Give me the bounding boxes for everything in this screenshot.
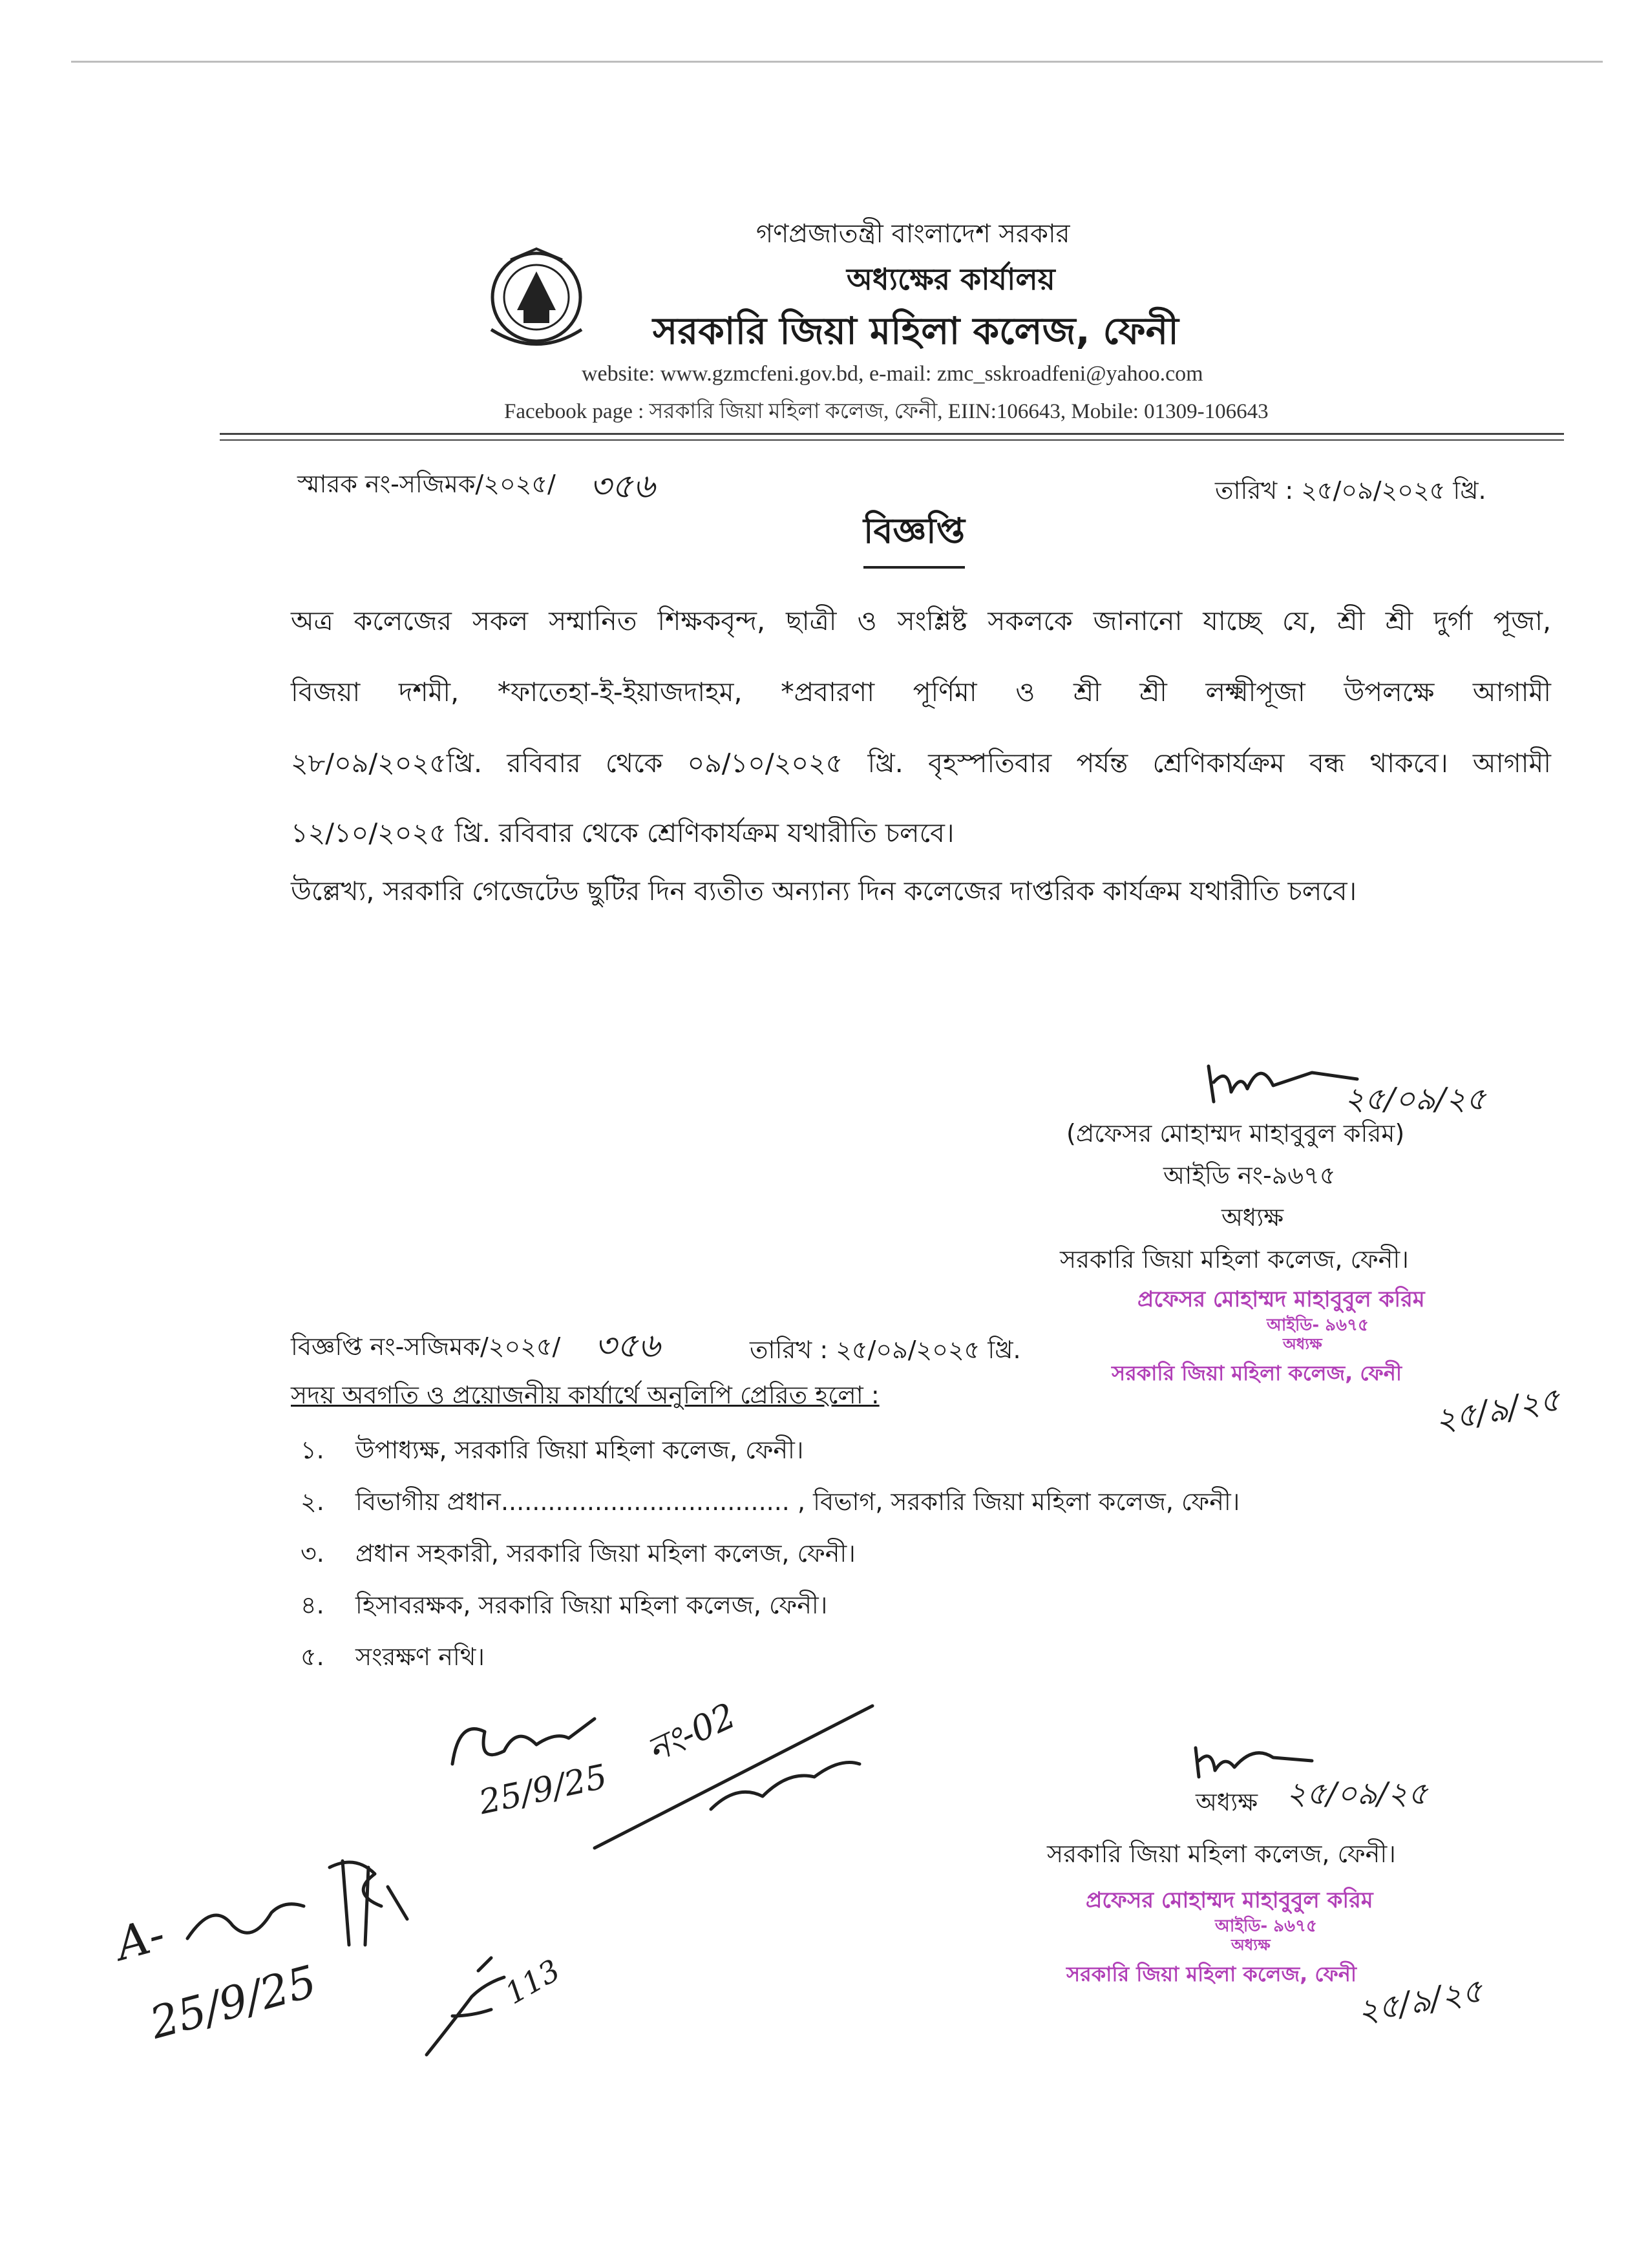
principal-signature-date: ২৫/০৯/২৫ [1344, 1081, 1486, 1117]
signatory-designation: অধ্যক্ষ [1221, 1203, 1284, 1232]
notice-note: উল্লেখ্য, সরকারি গেজেটেড ছুটির দিন ব্যতীত অন্যান্য দিন কলেজের দাপ্তরিক কার্যক্রম যথারীতি চলবে। [291, 876, 1357, 907]
seal-lower-designation: অধ্যক্ষ [1231, 1936, 1271, 1954]
notice-body-line-3: ২৮/০৯/২০২৫খ্রি. রবিবার থেকে ০৯/১০/২০২৫ খ্রি. বৃহস্পতিবার পর্যন্ত শ্রেণিকার্যক্রম বন্ধ থাকবে। আগামী [291, 748, 1551, 779]
copy-item-1-text: উপাধ্যক্ষ, সরকারি জিয়া মহিলা কলেজ, ফেনী। [355, 1436, 804, 1464]
copy-item-4-number: ৪. [301, 1591, 324, 1619]
copy-memo-label: বিজ্ঞপ্তি নং-সজিমক/২০২৫/ [291, 1332, 561, 1361]
college-name: সরকারি জিয়া মহিলা কলেজ, ফেনী [653, 309, 1179, 353]
copy-item-2-text: বিভাগীয় প্রধান..................................... , বিভাগ, সরকারি জিয়া মহিলা কলেজ, ফেনী। [355, 1487, 1240, 1516]
office-name: অধ্যক্ষের কার্যালয় [847, 262, 1055, 297]
copy-intro: সদয় অবগতি ও প্রয়োজনীয় কার্যার্থে অনুলিপি প্রেরিত হলো : [291, 1381, 880, 1409]
receipt-signature-c [582, 1693, 892, 1861]
copy-item-1-number: ১. [301, 1436, 324, 1464]
seal-name: প্রফেসর মোহাম্মদ মাহাবুবুল করিম [1137, 1286, 1425, 1312]
copy-signatory-designation: অধ্যক্ষ [1196, 1788, 1258, 1816]
seal-id: আইডি- ৯৬৭৫ [1267, 1316, 1369, 1335]
signatory-institution: সরকারি জিয়া মহিলা কলেজ, ফেনী। [1060, 1245, 1409, 1274]
receipt-note-a-date: 25/9/25 [475, 1757, 611, 1823]
receipt-note-c: 113 [499, 1952, 566, 2011]
copy-signature-date: ২৫/০৯/২৫ [1286, 1776, 1428, 1812]
seal-lower-name: প্রফেসর মোহাম্মদ মাহাবুবুল করিম [1086, 1887, 1373, 1913]
contact-website-email: website: www.gzmcfeni.gov.bd, e-mail: zmc_sskroadfeni@yahoo.com [582, 362, 1203, 386]
government-name: গণপ্রজাতন্ত্রী বাংলাদেশ সরকার [756, 219, 1070, 249]
seal-lower-id: আইডি- ৯৬৭৫ [1215, 1916, 1317, 1936]
seal-institution: সরকারি জিয়া মহিলা কলেজ, ফেনী [1112, 1361, 1402, 1385]
copy-item-5-text: সংরক্ষণ নথি। [355, 1643, 485, 1671]
receipt-signature-d [414, 1945, 530, 2068]
seal-handwritten-date: ২৫/৯/২৫ [1431, 1380, 1563, 1440]
signatory-name: (প্রফেসর মোহাম্মদ মাহাবুবুল করিম) [1066, 1119, 1405, 1148]
copy-item-4-text: হিসাবরক্ষক, সরকারি জিয়া মহিলা কলেজ, ফেনী। [355, 1591, 828, 1619]
seal-lower-institution: সরকারি জিয়া মহিলা কলেজ, ফেনী [1066, 1962, 1357, 1986]
notice-body-line-1: অত্র কলেজের সকল সম্মানিত শিক্ষকবৃন্দ, ছাত্রী ও সংশ্লিষ্ট সকলকে জানানো যাচ্ছে যে, শ্রী শ্রী দুর্গা পূজা, [291, 605, 1551, 636]
copy-signatory-institution: সরকারি জিয়া মহিলা কলেজ, ফেনী। [1047, 1840, 1396, 1868]
receipt-note-b: নং-02 [640, 1695, 742, 1771]
receipt-signature-b [304, 1848, 414, 1958]
copy-date: তারিখ : ২৫/০৯/২০২৫ খ্রি. [750, 1336, 1021, 1364]
receipt-note-e-date: 25/9/25 [145, 1956, 322, 2050]
college-logo-emblem [478, 246, 595, 355]
top-border-line [71, 61, 1603, 63]
memo-number-label: স্মারক নং-সজিমক/২০২৫/ [297, 470, 556, 498]
seal-lower-handwritten-date: ২৫/৯/২৫ [1354, 1971, 1486, 2031]
copy-memo-number-handwritten: ৩৫৬ [595, 1327, 660, 1365]
notice-body-line-4: ১২/১০/২০২৫ খ্রি. রবিবার থেকে শ্রেণিকার্যক্রম যথারীতি চলবে। [291, 817, 955, 848]
memo-number-handwritten: ৩৫৬ [589, 467, 655, 506]
notice-title: বিজ্ঞপ্তি [863, 504, 965, 569]
notice-body-line-2: বিজয়া দশমী, *ফাতেহা-ই-ইয়াজদাহম, *প্রবারণা পূর্ণিমা ও শ্রী শ্রী লক্ষ্মীপূজা উপলক্ষে আগামী [291, 677, 1551, 708]
notice-date: তারিখ : ২৫/০৯/২০২৫ খ্রি. [1215, 476, 1486, 505]
header-rule-bottom [220, 439, 1564, 441]
copy-item-3-text: প্রধান সহকারী, সরকারি জিয়া মহিলা কলেজ, ফেনী। [355, 1539, 856, 1568]
copy-item-3-number: ৩. [301, 1539, 324, 1568]
signatory-id: আইডি নং-৯৬৭৫ [1163, 1161, 1336, 1190]
receipt-signature-e [181, 1887, 310, 1964]
header-rule-top [220, 433, 1564, 435]
copy-item-2-number: ২. [301, 1487, 324, 1516]
copy-item-5-number: ৫. [301, 1643, 324, 1671]
contact-facebook-eiin: Facebook page : সরকারি জিয়া মহিলা কলেজ, ফেনী, EIIN:106643, Mobile: 01309-106643 [504, 400, 1269, 423]
seal-designation: অধ্যক্ষ [1283, 1335, 1322, 1353]
receipt-note-d: A- [110, 1907, 171, 1971]
